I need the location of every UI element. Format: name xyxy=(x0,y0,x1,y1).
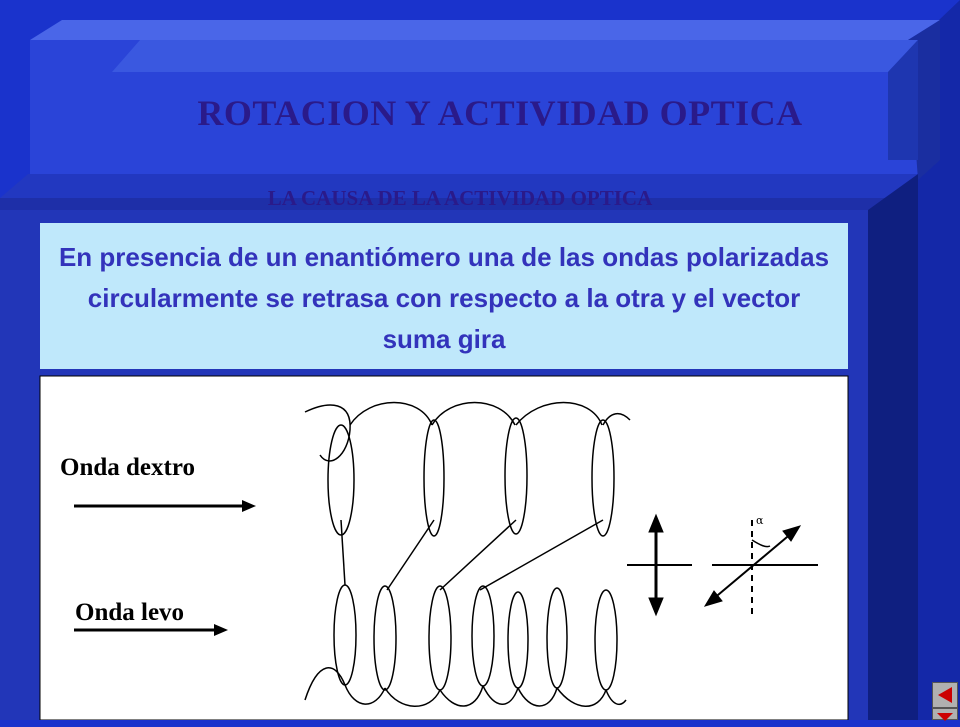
levo-wave-label: Onda levo xyxy=(75,599,185,626)
alpha-angle-label: α xyxy=(756,514,764,527)
slide-title: ROTACION Y ACTIVIDAD OPTICA xyxy=(197,93,803,133)
triangle-down-icon xyxy=(933,712,957,722)
dextro-wave-label: Onda dextro xyxy=(60,454,195,481)
slide-subtitle: LA CAUSA DE LA ACTIVIDAD OPTICA xyxy=(267,186,653,210)
prev-slide-button[interactable] xyxy=(932,682,958,708)
description-box xyxy=(40,223,848,369)
triangle-left-icon xyxy=(933,683,957,707)
next-slide-button[interactable] xyxy=(932,708,958,720)
description-text: En presencia de un enantiómero una de las ondas polarizadas circularmente se retrasa con respecto a la otra y el vector suma gira xyxy=(58,242,830,354)
